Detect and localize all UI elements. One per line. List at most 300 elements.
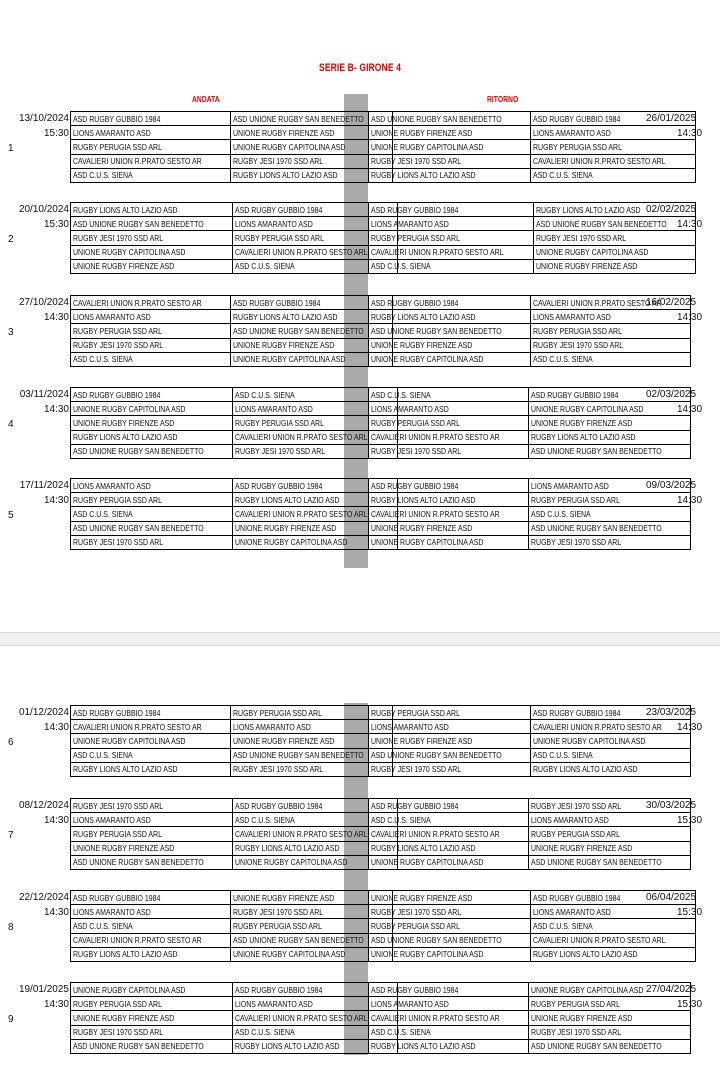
home-team-cell [369,841,529,855]
away-team-cell [528,444,690,458]
ritorno-matches-table [368,982,691,1054]
ritorno-date: 09/03/2025 [646,480,697,491]
home-team-name: ASD C.U.S. SIENA [73,170,133,181]
andata-time: 14:30 [43,722,69,733]
away-team-name: ASD C.U.S. SIENA [235,261,295,272]
home-team-cell [71,1025,233,1039]
home-team-name: RUGBY PERUGIA SSD ARL [371,920,460,931]
home-team-cell [369,734,531,748]
match-row [71,521,398,535]
away-team-name: RUGBY JESI 1970 SSD ARL [533,340,624,351]
home-team-name: UNIONE RUGBY FIRENZE ASD [371,523,473,534]
away-team-cell [533,203,695,217]
andata-time: 14:30 [43,495,69,506]
andata-time: 15:30 [43,128,69,139]
away-team-name: CAVALIERI UNION R.PRATO SESTO ARL [533,935,666,946]
home-team-name: ASD RUGBY GUBBIO 1984 [371,204,459,215]
match-row [71,352,393,366]
home-team-cell [369,905,531,919]
home-team-name: CAVALIERI UNION R.PRATO SESTO ARL [371,247,504,258]
home-team-cell [369,521,529,535]
home-team-cell [71,338,231,352]
away-team-name: ASD UNIONE RUGBY SAN BENEDETTO [530,523,662,534]
andata-time: 14:30 [43,815,69,826]
away-team-name: ASD UNIONE RUGBY SAN BENEDETTO [232,750,364,761]
ritorno-date: 02/03/2025 [646,389,697,400]
match-row [71,1025,398,1039]
home-team-cell [369,245,534,259]
home-team-name: CAVALIERI UNION R.PRATO SESTO AR [73,297,202,308]
ritorno-time: 14:30 [677,404,703,415]
home-team-cell [369,507,529,521]
ritorno-time: 15:30 [677,907,703,918]
away-team-name: RUGBY PERUGIA SSD ARL [232,920,322,931]
home-team-name: UNIONE RUGBY CAPITOLINA ASD [371,141,484,152]
away-team-name: UNIONE RUGBY FIRENZE ASD [232,127,335,138]
match-row [71,1039,398,1053]
match-row [369,416,691,430]
away-team-name: ASD RUGBY GUBBIO 1984 [533,892,621,903]
home-team-cell [369,231,534,245]
home-team-name: CAVALIERI UNION R.PRATO SESTO AR [371,828,500,839]
away-team-name: LIONS AMARANTO ASD [235,403,314,414]
home-team-name: UNIONE RUGBY FIRENZE ASD [371,892,473,903]
away-team-name: RUGBY PERUGIA SSD ARL [235,417,325,428]
away-team-cell [533,259,695,273]
home-team-name: UNIONE RUGBY FIRENZE ASD [371,127,473,138]
away-team-name: RUGBY LIONS ALTO LAZIO ASD [533,949,638,960]
match-row [369,338,691,352]
home-team-cell [71,706,231,720]
away-team-name: RUGBY LIONS ALTO LAZIO ASD [535,204,641,215]
andata-date: 03/11/2024 [19,389,69,400]
home-team-cell [369,402,529,416]
away-team-cell [528,1039,690,1053]
home-team-name: RUGBY JESI 1970 SSD ARL [371,446,462,457]
home-team-cell [369,416,529,430]
away-team-name: UNIONE RUGBY FIRENZE ASD [530,843,633,854]
home-team-name: RUGBY JESI 1970 SSD ARL [73,1027,164,1038]
home-team-cell [369,891,531,905]
away-team-cell [531,720,691,734]
match-row [369,444,691,458]
home-team-name: UNIONE RUGBY FIRENZE ASD [73,843,175,854]
away-team-name: CAVALIERI UNION R.PRATO SESTO AR [533,297,663,308]
home-team-name: CAVALIERI UNION R.PRATO SESTO AR [371,508,500,519]
away-team-cell [531,324,691,338]
match-row [369,813,691,827]
ritorno-date: 02/02/2025 [646,204,697,215]
home-team-cell [71,296,231,310]
away-team-name: ASD RUGBY GUBBIO 1984 [533,113,621,124]
home-team-name: UNIONE RUGBY CAPITOLINA ASD [73,247,186,258]
home-team-cell [369,947,531,961]
andata-time: 14:30 [43,312,69,323]
home-team-cell [71,1039,233,1053]
ritorno-time: 14:30 [677,495,703,506]
andata-header: ANDATA [192,95,220,104]
andata-matches-table [70,890,393,962]
away-team-name: ASD RUGBY GUBBIO 1984 [235,984,323,995]
andata-matches-table [70,202,398,274]
match-row [71,905,393,919]
away-team-cell [531,112,696,126]
match-row [71,388,398,402]
home-team-name: RUGBY PERUGIA SSD ARL [73,494,162,505]
home-team-cell [71,388,233,402]
home-team-cell [71,521,233,535]
home-team-cell [369,855,529,869]
home-team-cell [369,203,534,217]
away-team-name: ASD UNIONE RUGBY SAN BENEDETTO [232,113,364,124]
match-row [71,507,398,521]
away-team-name: UNIONE RUGBY CAPITOLINA ASD [235,537,348,548]
ritorno-date: 06/04/2025 [646,892,697,903]
home-team-cell [369,535,529,549]
match-row [369,352,691,366]
round-number: 4 [8,419,14,430]
away-team-cell [528,430,690,444]
away-team-name: ASD C.U.S. SIENA [533,920,593,931]
home-team-cell [71,245,233,259]
away-team-cell [528,402,690,416]
away-team-cell [528,1011,690,1025]
home-team-cell [71,352,231,366]
away-team-name: ASD UNIONE RUGBY SAN BENEDETTO [530,446,662,457]
away-team-name: ASD C.U.S. SIENA [530,508,591,519]
away-team-cell [531,154,696,168]
match-row [71,748,393,762]
home-team-cell [369,813,529,827]
match-row [71,933,393,947]
home-team-name: ASD UNIONE RUGBY SAN BENEDETTO [73,857,204,868]
away-team-name: ASD C.U.S. SIENA [235,814,295,825]
away-team-name: RUGBY JESI 1970 SSD ARL [530,800,622,811]
ritorno-matches-table [368,202,696,274]
away-team-cell [528,855,690,869]
away-team-name: RUGBY LIONS ALTO LAZIO ASD [235,843,340,854]
match-row [369,1039,691,1053]
round-number: 1 [8,143,14,154]
away-team-name: UNIONE RUGBY FIRENZE ASD [235,523,337,534]
match-row [369,933,696,947]
home-team-name: LIONS AMARANTO ASD [371,403,449,414]
away-team-cell [528,813,690,827]
home-team-name: ASD RUGBY GUBBIO 1984 [73,892,161,903]
home-team-cell [369,983,529,997]
away-team-name: RUGBY LIONS ALTO LAZIO ASD [235,1041,340,1052]
match-row [71,855,398,869]
away-team-name: UNIONE RUGBY FIRENZE ASD [232,892,335,903]
away-team-cell [528,799,690,813]
home-team-name: LIONS AMARANTO ASD [73,311,151,322]
home-team-cell [369,154,531,168]
home-team-cell [71,762,231,776]
ritorno-time: 14:30 [677,722,703,733]
away-team-name: CAVALIERI UNION R.PRATO SESTO ARL [235,508,368,519]
away-team-name: RUGBY JESI 1970 SSD ARL [235,446,326,457]
andata-date: 01/12/2024 [18,707,69,718]
home-team-name: ASD UNIONE RUGBY SAN BENEDETTO [371,935,502,946]
home-team-name: RUGBY LIONS ALTO LAZIO ASD [73,764,178,775]
match-row [71,231,398,245]
home-team-cell [71,734,231,748]
home-team-cell [71,168,231,182]
andata-date: 19/01/2025 [18,984,69,995]
match-row [71,891,393,905]
andata-time: 14:30 [43,999,69,1010]
match-row [369,947,696,961]
home-team-cell [71,217,233,231]
away-team-cell [531,126,696,140]
home-team-name: LIONS AMARANTO ASD [73,480,151,491]
round-number: 7 [8,830,14,841]
home-team-name: ASD UNIONE RUGBY SAN BENEDETTO [73,218,204,229]
home-team-cell [369,217,534,231]
home-team-name: RUGBY LIONS ALTO LAZIO ASD [371,1041,476,1052]
home-team-name: CAVALIERI UNION R.PRATO SESTO AR [371,432,500,443]
away-team-cell [533,245,695,259]
home-team-name: ASD UNIONE RUGBY SAN BENEDETTO [371,325,502,336]
match-row [71,112,393,126]
home-team-name: LIONS AMARANTO ASD [371,998,449,1009]
match-row [71,762,393,776]
ritorno-date: 16/02/2025 [646,297,697,308]
home-team-name: LIONS AMARANTO ASD [73,127,151,138]
andata-time: 14:30 [43,907,69,918]
home-team-cell [71,479,233,493]
andata-date: 17/11/2024 [19,480,69,491]
match-row [369,905,696,919]
match-row [369,231,696,245]
away-team-cell [531,352,691,366]
away-team-name: UNIONE RUGBY CAPITOLINA ASD [232,354,346,365]
home-team-cell [71,416,233,430]
match-row [369,720,691,734]
home-team-name: CAVALIERI UNION R.PRATO SESTO AR [73,935,202,946]
home-team-cell [369,933,531,947]
away-team-name: ASD RUGBY GUBBIO 1984 [530,389,619,400]
home-team-cell [369,338,531,352]
andata-matches-table [70,111,393,183]
home-team-cell [71,324,231,338]
match-row [369,983,691,997]
away-team-cell [528,507,690,521]
home-team-cell [369,706,531,720]
match-row [369,891,696,905]
home-team-name: RUGBY JESI 1970 SSD ARL [371,156,462,167]
home-team-cell [369,919,531,933]
away-team-cell [531,168,696,182]
home-team-name: RUGBY LIONS ALTO LAZIO ASD [73,432,178,443]
away-team-name: CAVALIERI UNION R.PRATO SESTO AR [533,721,663,732]
match-row [71,493,398,507]
ritorno-time: 15:30 [677,999,703,1010]
home-team-cell [71,535,233,549]
andata-matches-table [70,295,393,367]
round-number: 3 [8,327,14,338]
match-row [369,479,691,493]
home-team-name: UNIONE RUGBY CAPITOLINA ASD [371,857,484,868]
away-team-cell [533,217,695,231]
away-team-name: UNIONE RUGBY CAPITOLINA ASD [530,403,644,414]
home-team-name: ASD C.U.S. SIENA [73,920,133,931]
away-team-name: ASD RUGBY GUBBIO 1984 [235,204,323,215]
match-row [369,841,691,855]
home-team-name: ASD C.U.S. SIENA [371,261,431,272]
away-team-cell [531,296,691,310]
away-team-cell [531,748,691,762]
home-team-cell [71,140,231,154]
home-team-name: LIONS AMARANTO ASD [73,906,151,917]
home-team-name: UNIONE RUGBY CAPITOLINA ASD [371,949,484,960]
home-team-name: ASD RUGBY GUBBIO 1984 [73,113,161,124]
home-team-name: ASD C.U.S. SIENA [371,389,431,400]
home-team-cell [71,203,233,217]
away-team-cell [528,521,690,535]
home-team-cell [71,402,233,416]
home-team-name: UNIONE RUGBY CAPITOLINA ASD [73,984,186,995]
match-row [71,430,398,444]
away-team-name: RUGBY PERUGIA SSD ARL [530,494,620,505]
home-team-cell [369,126,531,140]
home-team-cell [369,444,529,458]
home-team-name: RUGBY PERUGIA SSD ARL [73,828,162,839]
round-number: 9 [8,1014,14,1025]
home-team-name: ASD UNIONE RUGBY SAN BENEDETTO [371,750,502,761]
home-team-cell [71,933,231,947]
home-team-name: LIONS AMARANTO ASD [371,721,449,732]
away-team-name: RUGBY PERUGIA SSD ARL [530,828,620,839]
match-row [369,296,691,310]
match-row [71,706,393,720]
match-row [369,168,696,182]
home-team-cell [71,827,233,841]
home-team-cell [71,1011,233,1025]
ritorno-matches-table [368,387,691,459]
round-number: 5 [8,510,14,521]
home-team-cell [369,112,531,126]
away-team-cell [531,933,696,947]
home-team-name: ASD UNIONE RUGBY SAN BENEDETTO [371,113,502,124]
match-row [71,154,393,168]
home-team-name: RUGBY LIONS ALTO LAZIO ASD [371,494,476,505]
home-team-cell [369,1039,529,1053]
match-row [369,388,691,402]
away-team-name: LIONS AMARANTO ASD [533,127,612,138]
home-team-name: ASD C.U.S. SIENA [371,1027,431,1038]
home-team-name: ASD RUGBY GUBBIO 1984 [371,800,459,811]
home-team-cell [71,983,233,997]
home-team-cell [369,827,529,841]
ritorno-date: 26/01/2025 [646,113,697,124]
match-row [71,997,398,1011]
away-team-name: ASD C.U.S. SIENA [235,1027,295,1038]
match-row [71,203,398,217]
home-team-name: ASD RUGBY GUBBIO 1984 [73,389,161,400]
home-team-cell [369,479,529,493]
ritorno-matches-table [368,295,691,367]
away-team-cell [531,947,696,961]
home-team-name: RUGBY LIONS ALTO LAZIO ASD [73,204,178,215]
document-title: SERIE B- GIRONE 4 [319,62,401,74]
away-team-cell [528,1025,690,1039]
home-team-name: RUGBY PERUGIA SSD ARL [73,141,162,152]
home-team-cell [369,310,531,324]
home-team-name: ASD C.U.S. SIENA [73,750,133,761]
andata-date: 13/10/2024 [18,113,69,124]
match-row [71,1011,398,1025]
away-team-name: RUGBY PERUGIA SSD ARL [232,707,322,718]
away-team-cell [528,416,690,430]
away-team-name: RUGBY LIONS ALTO LAZIO ASD [235,494,340,505]
andata-time: 14:30 [43,404,69,415]
match-row [369,217,696,231]
home-team-name: ASD UNIONE RUGBY SAN BENEDETTO [73,523,204,534]
away-team-name: CAVALIERI UNION R.PRATO SESTO ARL [533,156,666,167]
match-row [369,493,691,507]
away-team-name: UNIONE RUGBY FIRENZE ASD [232,340,335,351]
match-row [369,126,696,140]
away-team-cell [531,891,696,905]
away-team-cell [528,493,690,507]
away-team-cell [528,983,690,997]
home-team-name: UNIONE RUGBY CAPITOLINA ASD [371,537,484,548]
home-team-name: UNIONE RUGBY CAPITOLINA ASD [73,735,186,746]
home-team-cell [71,813,233,827]
away-team-name: LIONS AMARANTO ASD [533,906,612,917]
away-team-cell [528,388,690,402]
home-team-cell [369,259,534,273]
home-team-cell [369,324,531,338]
andata-matches-table [70,705,393,777]
away-team-name: RUGBY LIONS ALTO LAZIO ASD [232,170,338,181]
match-row [71,245,398,259]
match-row [71,324,393,338]
match-row [369,112,696,126]
match-row [71,479,398,493]
match-row [369,997,691,1011]
away-team-name: CAVALIERI UNION R.PRATO SESTO ARL [235,1012,368,1023]
home-team-name: RUGBY PERUGIA SSD ARL [371,707,460,718]
andata-date: 08/12/2024 [18,800,69,811]
match-row [369,827,691,841]
match-row [71,338,393,352]
ritorno-matches-table [368,111,696,183]
away-team-cell [528,841,690,855]
away-team-cell [528,535,690,549]
match-row [71,813,398,827]
match-row [71,799,398,813]
home-team-name: ASD RUGBY GUBBIO 1984 [371,297,459,308]
match-row [71,947,393,961]
home-team-cell [369,720,531,734]
round-number: 8 [8,922,14,933]
away-team-name: RUGBY JESI 1970 SSD ARL [535,232,626,243]
andata-matches-table [70,798,398,870]
home-team-cell [71,997,233,1011]
away-team-cell [531,919,696,933]
ritorno-matches-table [368,705,691,777]
away-team-cell [533,231,695,245]
match-row [71,535,398,549]
home-team-cell [71,748,231,762]
away-team-name: RUGBY PERUGIA SSD ARL [533,325,623,336]
away-team-name: ASD UNIONE RUGBY SAN BENEDETTO [535,218,667,229]
away-team-name: UNIONE RUGBY CAPITOLINA ASD [533,735,646,746]
home-team-name: UNIONE RUGBY FIRENZE ASD [73,1012,175,1023]
ritorno-date: 30/03/2025 [646,800,697,811]
